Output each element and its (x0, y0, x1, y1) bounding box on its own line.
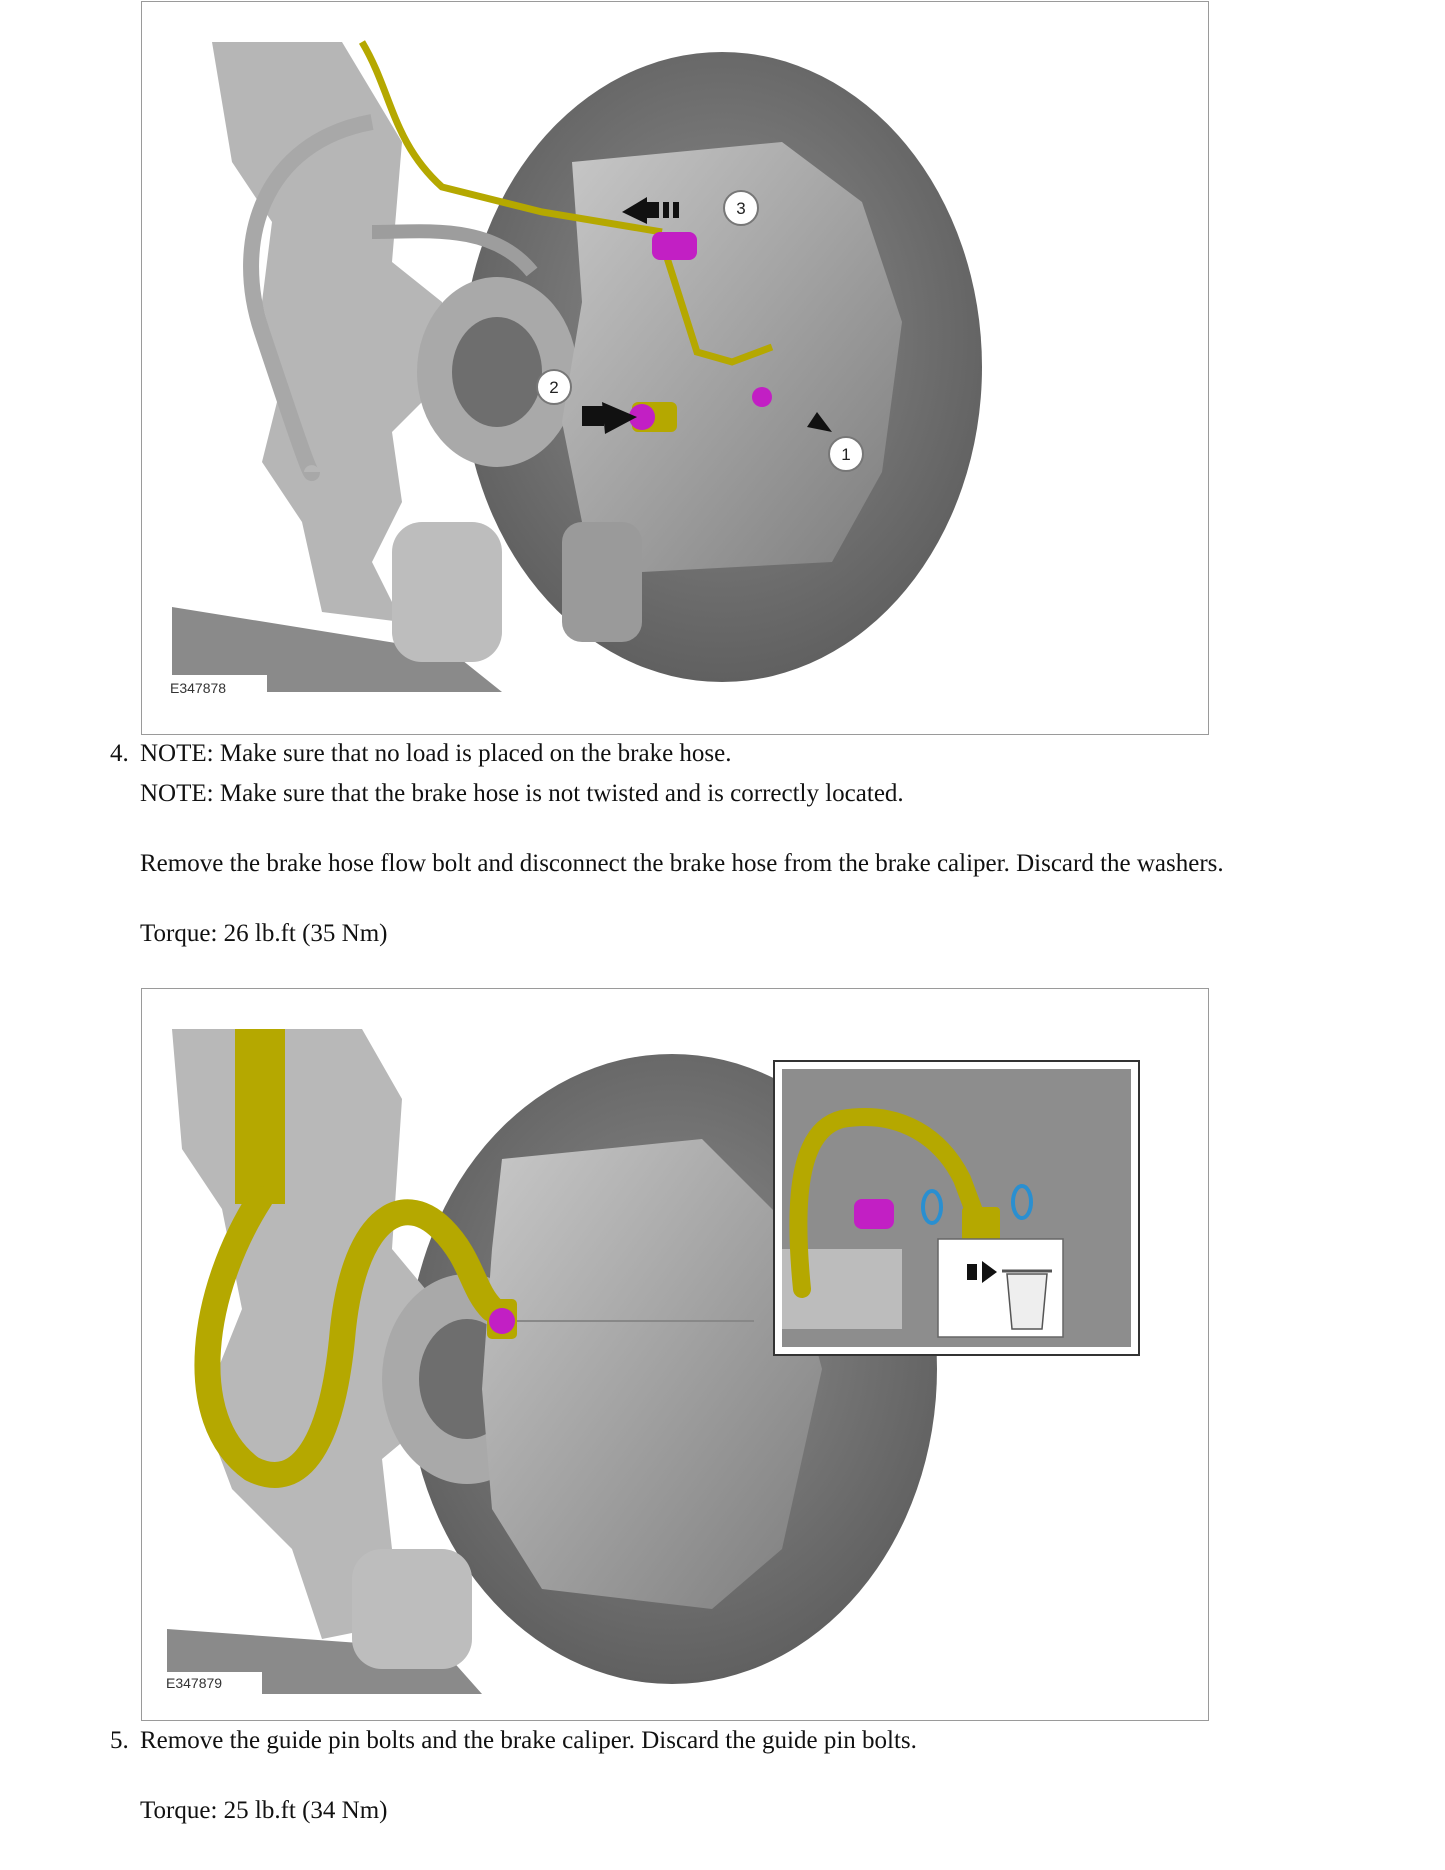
flow-bolt-detail (854, 1199, 894, 1229)
illustration-figure-1 (141, 1, 1209, 735)
callout-3 (724, 191, 758, 225)
step-4-note-1: NOTE: Make sure that no load is placed on the brake hose. (140, 740, 732, 767)
step-4-note-2: NOTE: Make sure that the brake hose is not twisted and is correctly located. (140, 780, 904, 807)
brake-hose-upper (235, 1029, 285, 1204)
step-4-torque: Torque: 26 lb.ft (35 Nm) (140, 920, 388, 947)
step-5-instruction: Remove the guide pin bolts and the brake caliper. Discard the guide pin bolts. (140, 1727, 917, 1754)
step-number-5: 5. (110, 1727, 129, 1754)
figure-label: E347878 (170, 680, 227, 696)
trash-bin-icon (1007, 1274, 1047, 1329)
brake-caliper-illustration (142, 2, 1207, 733)
guide-pin-bolt-upper (652, 232, 697, 260)
brake-hose-illustration (142, 989, 1207, 1719)
flow-bolt (752, 387, 772, 407)
svg-text:2: 2 (549, 378, 559, 397)
svg-text:3: 3 (736, 199, 746, 218)
illustration-figure-2 (141, 988, 1209, 1721)
callout-1 (829, 437, 863, 471)
step-5-torque: Torque: 25 lb.ft (34 Nm) (140, 1797, 388, 1824)
brake-caliper (482, 1139, 822, 1609)
ball-joint (352, 1549, 472, 1669)
detail-inset (774, 1061, 1139, 1355)
callout-2 (537, 370, 571, 404)
step-4-instruction: Remove the brake hose flow bolt and disconnect the brake hose from the brake caliper. Discard the washers. (140, 850, 1224, 877)
figure-label: E347879 (166, 1675, 223, 1691)
flow-bolt (489, 1308, 515, 1334)
step-number-4: 4. (110, 740, 129, 767)
ball-joint (392, 522, 502, 662)
svg-text:1: 1 (841, 445, 851, 464)
